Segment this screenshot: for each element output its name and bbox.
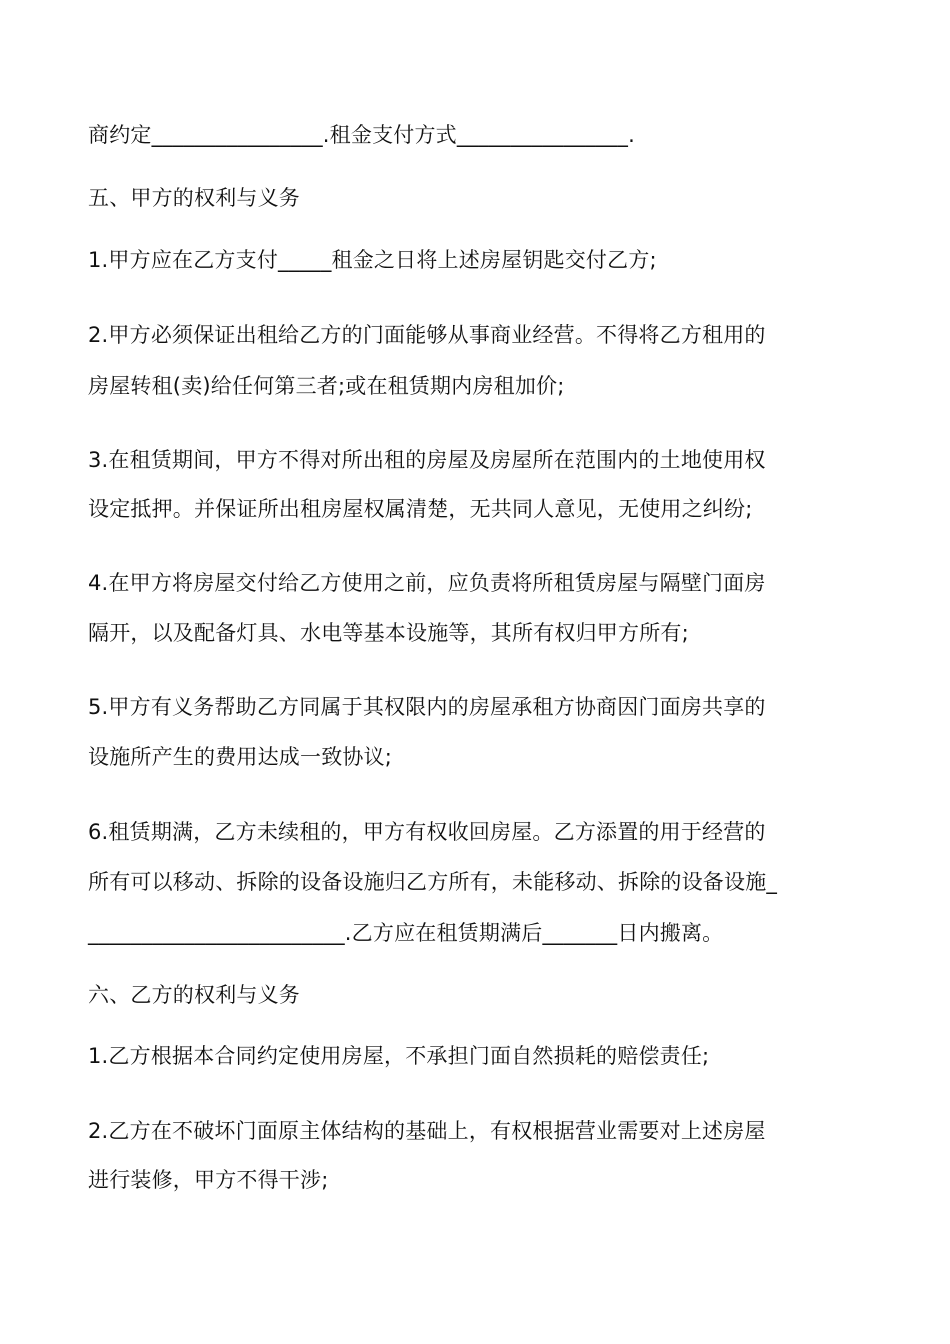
text-line: 所有可以移动、拆除的设备设施归乙方所有，未能移动、拆除的设备设施_ bbox=[88, 870, 778, 894]
section-heading: 六、乙方的权利与义务 bbox=[88, 983, 300, 1007]
text-line: 6.租赁期满，乙方未续租的，甲方有权收回房屋。乙方添置的用于经营的 bbox=[88, 820, 766, 844]
text-line: 3.在租赁期间，甲方不得对所出租的房屋及房屋所在范围内的土地使用权 bbox=[88, 448, 766, 472]
text-line: ________________________.乙方应在租赁期满后_______日内搬离。 bbox=[88, 921, 724, 945]
text-line: 2.乙方在不破坏门面原主体结构的基础上，有权根据营业需要对上述房屋 bbox=[88, 1119, 766, 1143]
text-line: 1.甲方应在乙方支付_____租金之日将上述房屋钥匙交付乙方; bbox=[88, 248, 657, 272]
text-line: 商约定________________.租金支付方式________________. bbox=[88, 123, 635, 147]
text-line: 房屋转租(卖)给任何第三者;或在租赁期内房租加价; bbox=[88, 374, 565, 398]
text-line: 5.甲方有义务帮助乙方同属于其权限内的房屋承租方协商因门面房共享的 bbox=[88, 695, 766, 719]
text-line: 1.乙方根据本合同约定使用房屋，不承担门面自然损耗的赔偿责任; bbox=[88, 1044, 710, 1068]
section-heading: 五、甲方的权利与义务 bbox=[88, 186, 300, 210]
text-line: 2.甲方必须保证出租给乙方的门面能够从事商业经营。不得将乙方租用的 bbox=[88, 323, 766, 347]
text-line: 隔开，以及配备灯具、水电等基本设施等，其所有权归甲方所有; bbox=[88, 621, 689, 645]
text-line: 进行装修，甲方不得干涉; bbox=[88, 1168, 329, 1192]
text-line: 设施所产生的费用达成一致协议; bbox=[88, 745, 393, 769]
text-line: 4.在甲方将房屋交付给乙方使用之前，应负责将所租赁房屋与隔壁门面房 bbox=[88, 571, 766, 595]
text-line: 设定抵押。并保证所出租房屋权属清楚，无共同人意见，无使用之纠纷; bbox=[88, 497, 753, 521]
